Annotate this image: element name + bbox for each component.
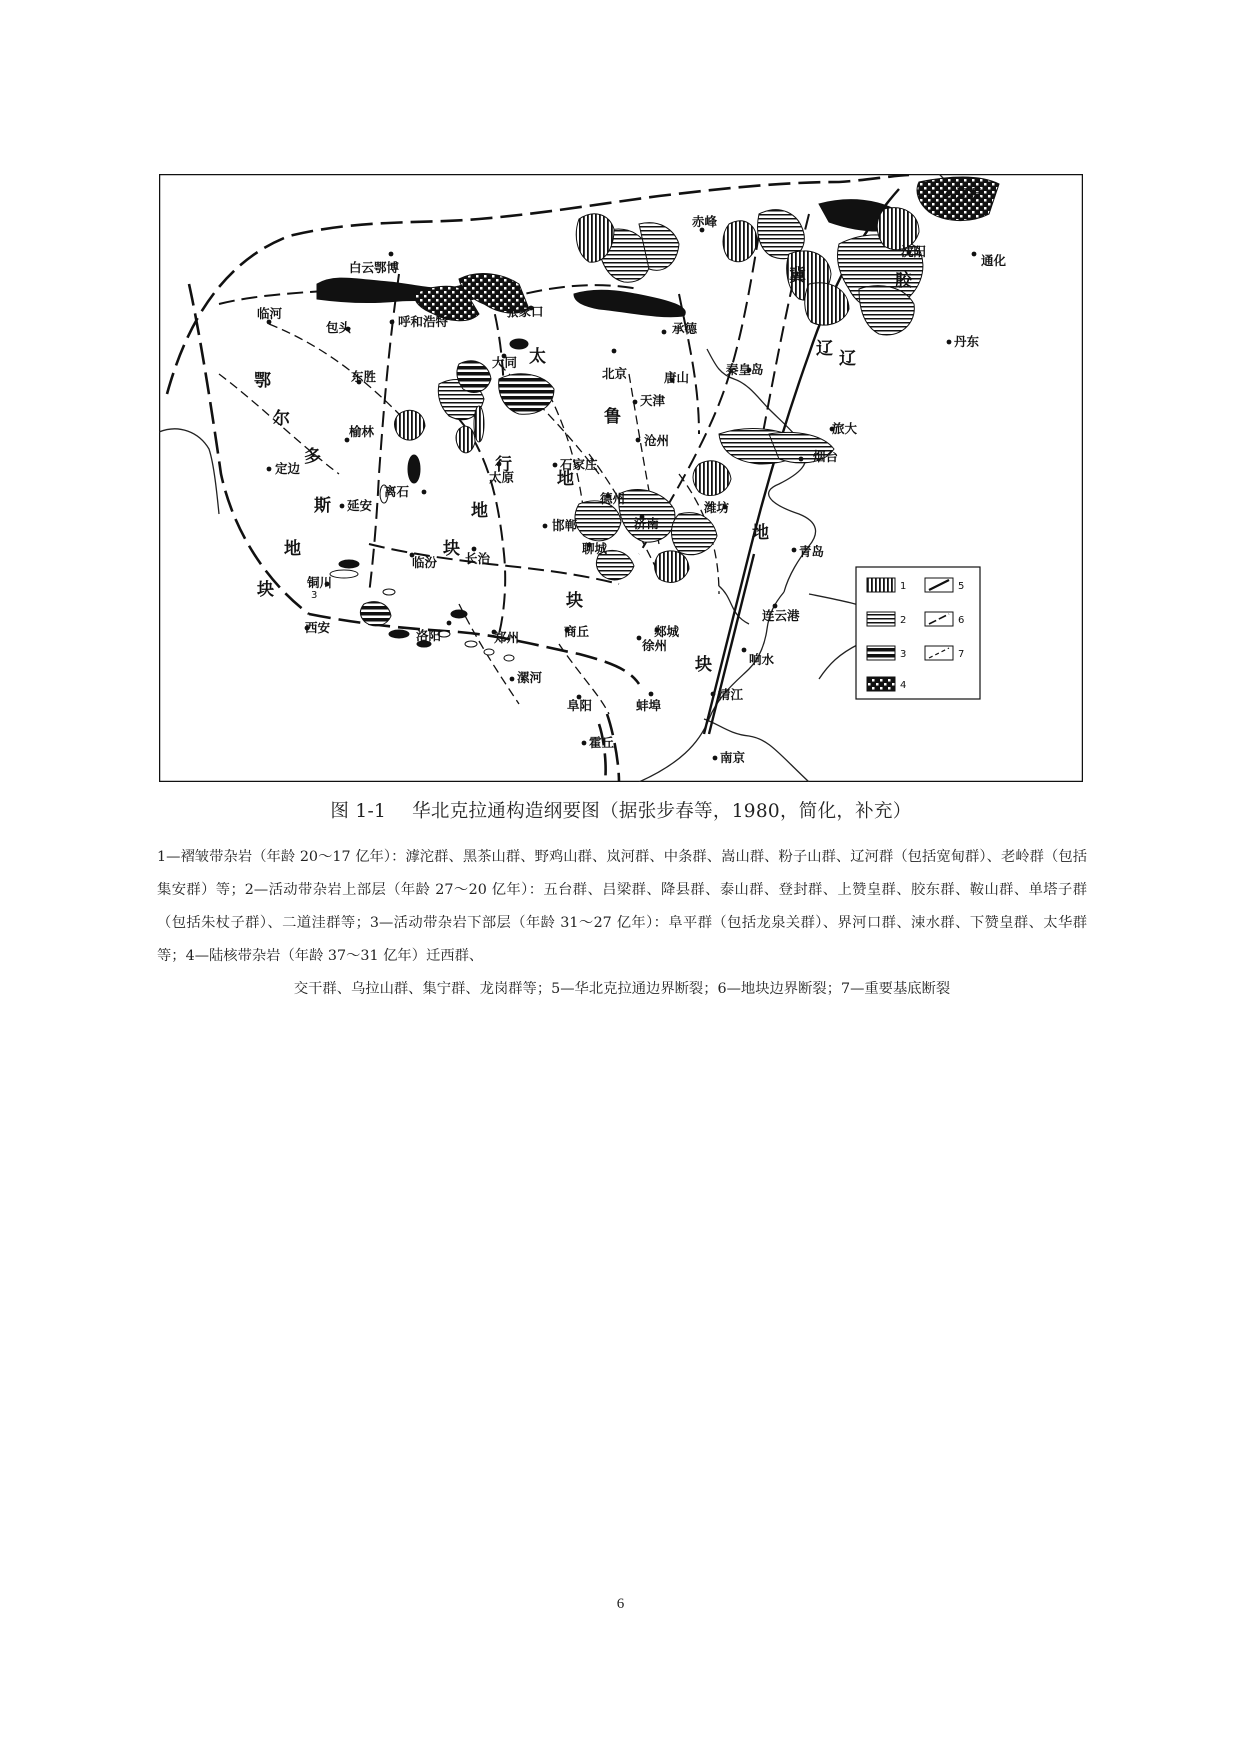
city-label: 榆林 <box>349 424 375 439</box>
legend-swatch <box>867 612 895 626</box>
city-label: 太原 <box>489 470 515 485</box>
city-label: 郯城 <box>654 624 680 639</box>
city-dot <box>792 548 797 553</box>
legend-item-3 <box>867 646 906 660</box>
city-dongsheng <box>351 369 377 384</box>
city-xian <box>305 620 331 635</box>
city-dot <box>543 524 548 529</box>
legend-item-4 <box>867 677 906 691</box>
city-label: 包头 <box>326 320 352 335</box>
city-tongchuan <box>306 575 332 590</box>
city-label: 承德 <box>672 321 698 336</box>
city-label: 临河 <box>257 306 283 321</box>
city-label: 德州 <box>600 491 626 506</box>
city-zhangjiakou <box>506 304 544 319</box>
region-char-luxi-3: 块 <box>566 591 583 611</box>
city-dot <box>582 741 587 746</box>
city-label: 清江 <box>718 687 744 702</box>
legend-number: 5 <box>958 581 965 592</box>
legend-item-2 <box>867 612 906 626</box>
city-label: 阜阳 <box>567 698 593 713</box>
region-char-jiaoliao-3: 地 <box>752 523 769 543</box>
city-dot <box>633 400 638 405</box>
city-label: 连云港 <box>762 608 800 623</box>
city-label: 北京 <box>602 366 628 381</box>
city-dot <box>742 648 747 653</box>
city-label: 大同 <box>492 355 518 370</box>
city-dot <box>612 349 617 354</box>
city-label: 辽源 <box>956 186 982 201</box>
figure-legend-text <box>157 841 1087 1006</box>
city-dot <box>662 330 667 335</box>
region-char-ordos-2: 尔 <box>273 409 290 429</box>
city-dot <box>389 252 394 257</box>
city-weifang <box>703 500 730 515</box>
region-char-taihang-3: 地 <box>471 501 488 521</box>
city-dot <box>340 504 345 509</box>
city-label: 丹东 <box>954 334 980 349</box>
city-label: 洛阳 <box>416 628 442 643</box>
city-label: 郑州 <box>494 630 520 645</box>
city-label: 秦皇岛 <box>726 362 764 377</box>
city-dot <box>946 192 951 197</box>
page-number: 6 <box>616 1596 625 1612</box>
region-char-taihang-1: 太 <box>529 347 546 367</box>
region-char-ordos-3: 多 <box>304 447 321 467</box>
city-huhehaote <box>390 314 449 329</box>
figure-title-text: 华北克拉通构造纲要图（据张步春等，1980，简化，补充） <box>412 801 912 822</box>
region-char-jiliao-1: 冀 <box>789 266 806 286</box>
city-label: 邯郸 <box>552 518 578 533</box>
city-label: 济南 <box>634 516 660 531</box>
city-dot <box>553 463 558 468</box>
city-zhengzhou <box>492 630 519 645</box>
figure-title <box>159 797 1083 823</box>
city-dot <box>972 252 977 257</box>
city-label: 唐山 <box>664 370 690 385</box>
region-char-ordos-1: 鄂 <box>254 371 271 391</box>
legend-number: 7 <box>958 649 965 660</box>
city-label: 临汾 <box>412 555 438 570</box>
city-label: 商丘 <box>564 624 590 639</box>
legend-number: 6 <box>958 615 965 626</box>
tongchuan-marker: 3 <box>311 590 318 601</box>
legend-swatch <box>867 677 895 691</box>
city-liaocheng <box>582 541 608 556</box>
city-dot <box>510 677 515 682</box>
city-label: 青岛 <box>799 544 825 559</box>
figure-number: 图 1-1 <box>330 801 387 822</box>
city-label: 长治 <box>465 551 491 566</box>
city-label: 霍丘 <box>589 735 615 750</box>
city-dezhou <box>600 491 625 506</box>
city-label: 蚌埠 <box>636 698 662 713</box>
region-char-jiaoliao-2: 辽 <box>839 349 856 369</box>
city-shangqiu <box>564 624 590 639</box>
city-label: 离石 <box>384 484 410 499</box>
city-dot <box>649 692 654 697</box>
region-char-jiaoliao-1: 胶 <box>895 271 912 291</box>
city-dot <box>447 621 452 626</box>
legend-description-last-line: 交干群、乌拉山群、集宁群、龙岗群等；5—华北克拉通边界断裂；6—地块边界断裂；7—重要基底断裂 <box>293 981 951 997</box>
region-char-jiliao-2: 辽 <box>816 339 833 359</box>
city-baotou <box>326 320 352 335</box>
city-linfen <box>410 553 438 570</box>
tectonic-map <box>159 174 1083 782</box>
city-label: 呼和浩特 <box>398 314 449 329</box>
city-jinan <box>634 515 660 531</box>
city-shenyang <box>900 244 927 259</box>
legend-number: 2 <box>900 615 907 626</box>
city-datong <box>492 354 518 370</box>
legend-swatch <box>867 646 895 660</box>
city-label: 南京 <box>720 750 746 765</box>
city-fuyang <box>567 695 593 713</box>
city-label: 漯河 <box>517 670 543 685</box>
city-dot <box>422 490 427 495</box>
city-label: 张家口 <box>506 304 544 319</box>
city-label: 天津 <box>640 393 666 408</box>
city-label: 东胜 <box>351 369 377 384</box>
legend-item-5 <box>925 578 964 592</box>
city-dot <box>390 320 395 325</box>
city-dot <box>947 340 952 345</box>
legend-swatch <box>867 578 895 592</box>
legend-item-1 <box>867 578 906 592</box>
city-label: 铜川 <box>307 575 333 590</box>
region-char-taihang-2: 行 <box>495 455 512 475</box>
city-dot <box>799 457 804 462</box>
legend-item-6 <box>925 612 964 626</box>
city-label: 赤峰 <box>692 214 718 229</box>
legend-number: 4 <box>900 680 907 691</box>
legend-number: 3 <box>900 649 907 660</box>
city-tancheng <box>654 624 680 639</box>
city-label: 定边 <box>275 461 301 476</box>
legend-description: 1—褶皱带杂岩（年龄 20～17 亿年）：滹沱群、黑茶山群、野鸡山群、岚河群、中条群、嵩山群、粉子山群、辽河群（包括宽甸群）、老岭群（包括集安群）等；2—活动带杂岩上部层（年龄 27～20 亿年）：五台群、吕梁群、降县群、泰山群、登封群、上赞皇群、胶东群、鞍山群、单塔子群（包括朱杖子群）、二道洼群等；3—活动带杂岩下部层（年龄 31～27 亿年）：阜平群（包括龙泉关群）、界河口群、涑水群、下赞皇群、太华群等；4—陆核带杂岩（年龄 37～31 亿年）迁西群、 <box>157 849 1087 964</box>
region-char-ordos-5: 地 <box>284 539 301 559</box>
region-char-luxi-1: 鲁 <box>604 407 621 427</box>
region-char-luxi-2: 地 <box>557 469 574 489</box>
city-label: 白云鄂博 <box>349 260 400 275</box>
city-xuzhou <box>637 636 667 653</box>
legend <box>856 567 980 699</box>
city-label: 潍坊 <box>704 500 730 515</box>
city-qinhuangdao <box>725 362 764 377</box>
city-label: 石家庄 <box>560 457 598 472</box>
city-dot <box>713 756 718 761</box>
city-label: 烟台 <box>813 449 839 464</box>
region-char-taihang-4: 块 <box>443 539 460 559</box>
city-label: 延安 <box>347 498 373 513</box>
city-label: 聊城 <box>582 541 608 556</box>
legend-number: 1 <box>900 581 907 592</box>
region-char-ordos-4: 斯 <box>314 496 331 516</box>
city-label: 沧州 <box>644 433 670 448</box>
city-label: 西安 <box>305 620 331 635</box>
city-label: 徐州 <box>642 638 668 653</box>
city-tangshan <box>664 370 689 385</box>
city-label: 沈阳 <box>901 244 927 259</box>
city-luda <box>830 421 858 436</box>
region-char-jiaoliao-4: 块 <box>695 655 712 675</box>
city-dot <box>711 692 716 697</box>
city-label: 旅大 <box>832 421 858 436</box>
city-dot <box>267 467 272 472</box>
city-label: 通化 <box>981 253 1007 268</box>
legend-item-7 <box>925 646 964 660</box>
region-char-ordos-6: 块 <box>257 580 274 600</box>
city-label: 响水 <box>749 652 775 667</box>
city-dot <box>637 636 642 641</box>
city-dot <box>636 438 641 443</box>
